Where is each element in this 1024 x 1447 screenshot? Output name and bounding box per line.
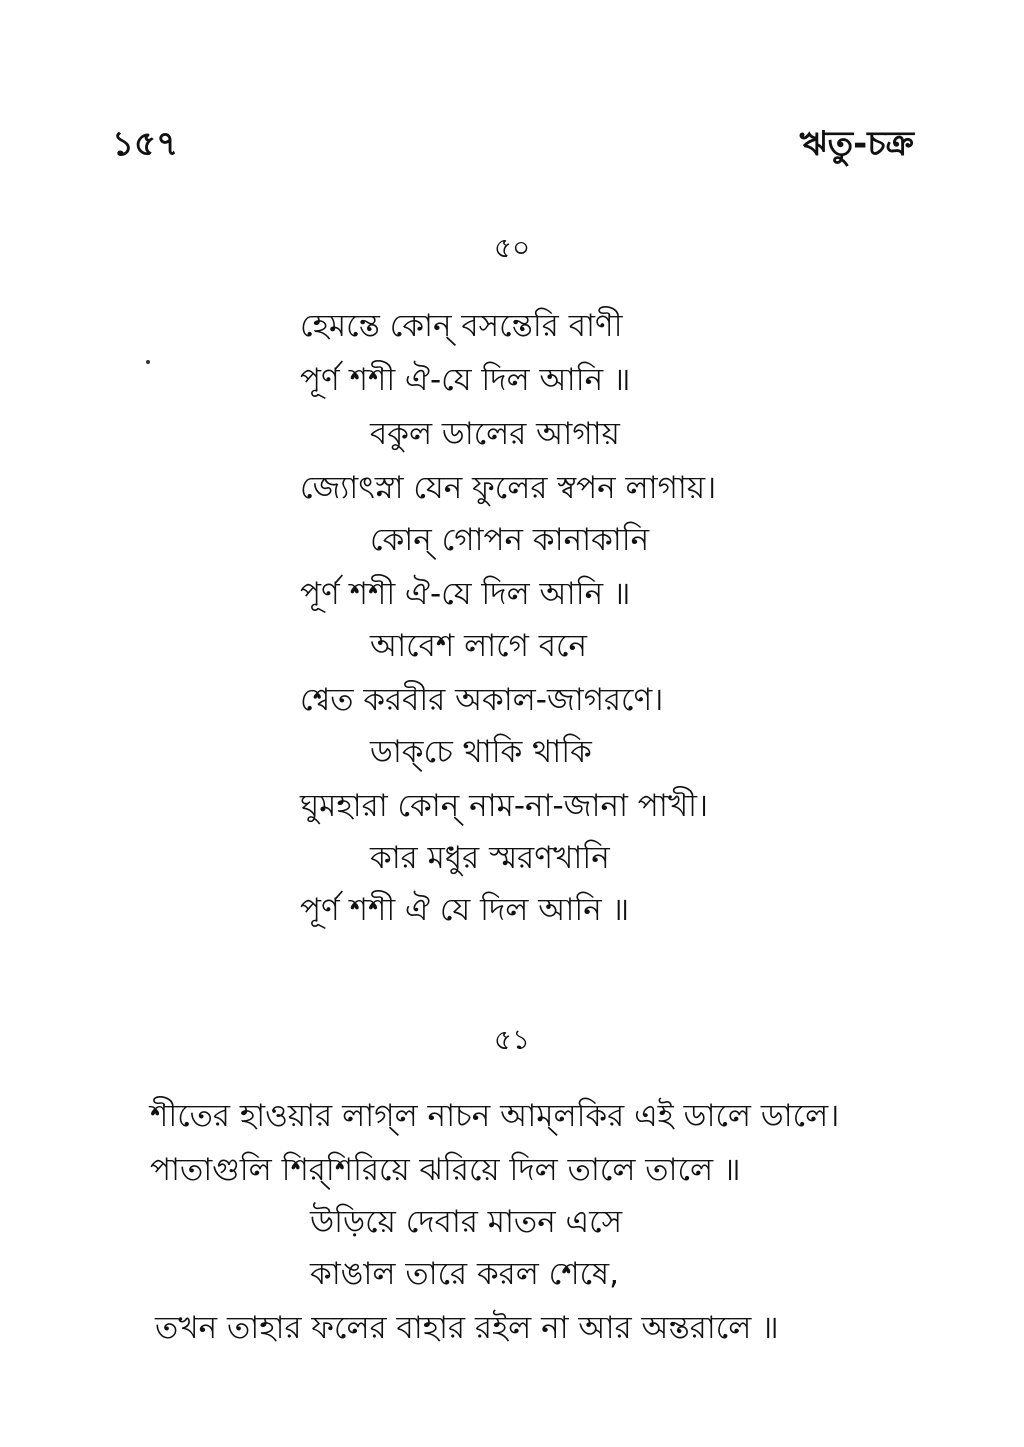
page-number: ১৫৭ <box>112 124 179 164</box>
lyric-line: কার মধুর স্মরণখানি <box>370 840 610 876</box>
lyric-line: ডাক্‌চে থাকি থাকি <box>370 734 592 770</box>
lyric-line: উড়িয়ে দেবার মাতন এসে <box>310 1204 623 1240</box>
lyric-line: শীতের হাওয়ার লাগ্‌ল নাচন আম্‌লকির এই ডালে ডালে। <box>150 1098 840 1134</box>
lyric-line: শ্বেত করবীর অকাল-জাগরণে। <box>300 682 664 718</box>
lyric-line: আবেশ লাগে বনে <box>370 628 587 664</box>
song-number: ৫১ <box>493 1023 531 1056</box>
song-number: ৫০ <box>493 231 531 264</box>
lyric-line: পূর্ণ শশী ঐ যে দিল আনি ॥ <box>300 892 630 928</box>
lyric-line: পাতাগুলি শির্‌শিরিয়ে ঝরিয়ে দিল তালে তালে ॥ <box>150 1152 741 1188</box>
stray-mark <box>146 360 150 364</box>
lyric-line: হেমন্তে কোন্ বসন্তেরি বাণী <box>300 308 623 344</box>
lyric-line: ঘুমহারা কোন্ নাম-না-জানা পাখী। <box>300 788 709 824</box>
lyric-line: বকুল ডালের আগায় <box>370 416 620 452</box>
lyric-line: কোন্ গোপন কানাকানি <box>370 522 650 558</box>
lyric-line: জ্যোৎস্না যেন ফুলের স্বপন লাগায়। <box>300 470 717 506</box>
lyric-line: পূর্ণ শশী ঐ-যে দিল আনি ॥ <box>300 362 631 398</box>
book-title: ঋতু-চক্র <box>799 124 914 164</box>
lyric-line: পূর্ণ শশী ঐ-যে দিল আনি ॥ <box>300 576 631 612</box>
lyric-line: তখন তাহার ফলের বাহার রইল না আর অন্তরালে ॥ <box>155 1310 779 1346</box>
lyric-line: কাঙাল তারে করল শেষে, <box>310 1256 619 1292</box>
